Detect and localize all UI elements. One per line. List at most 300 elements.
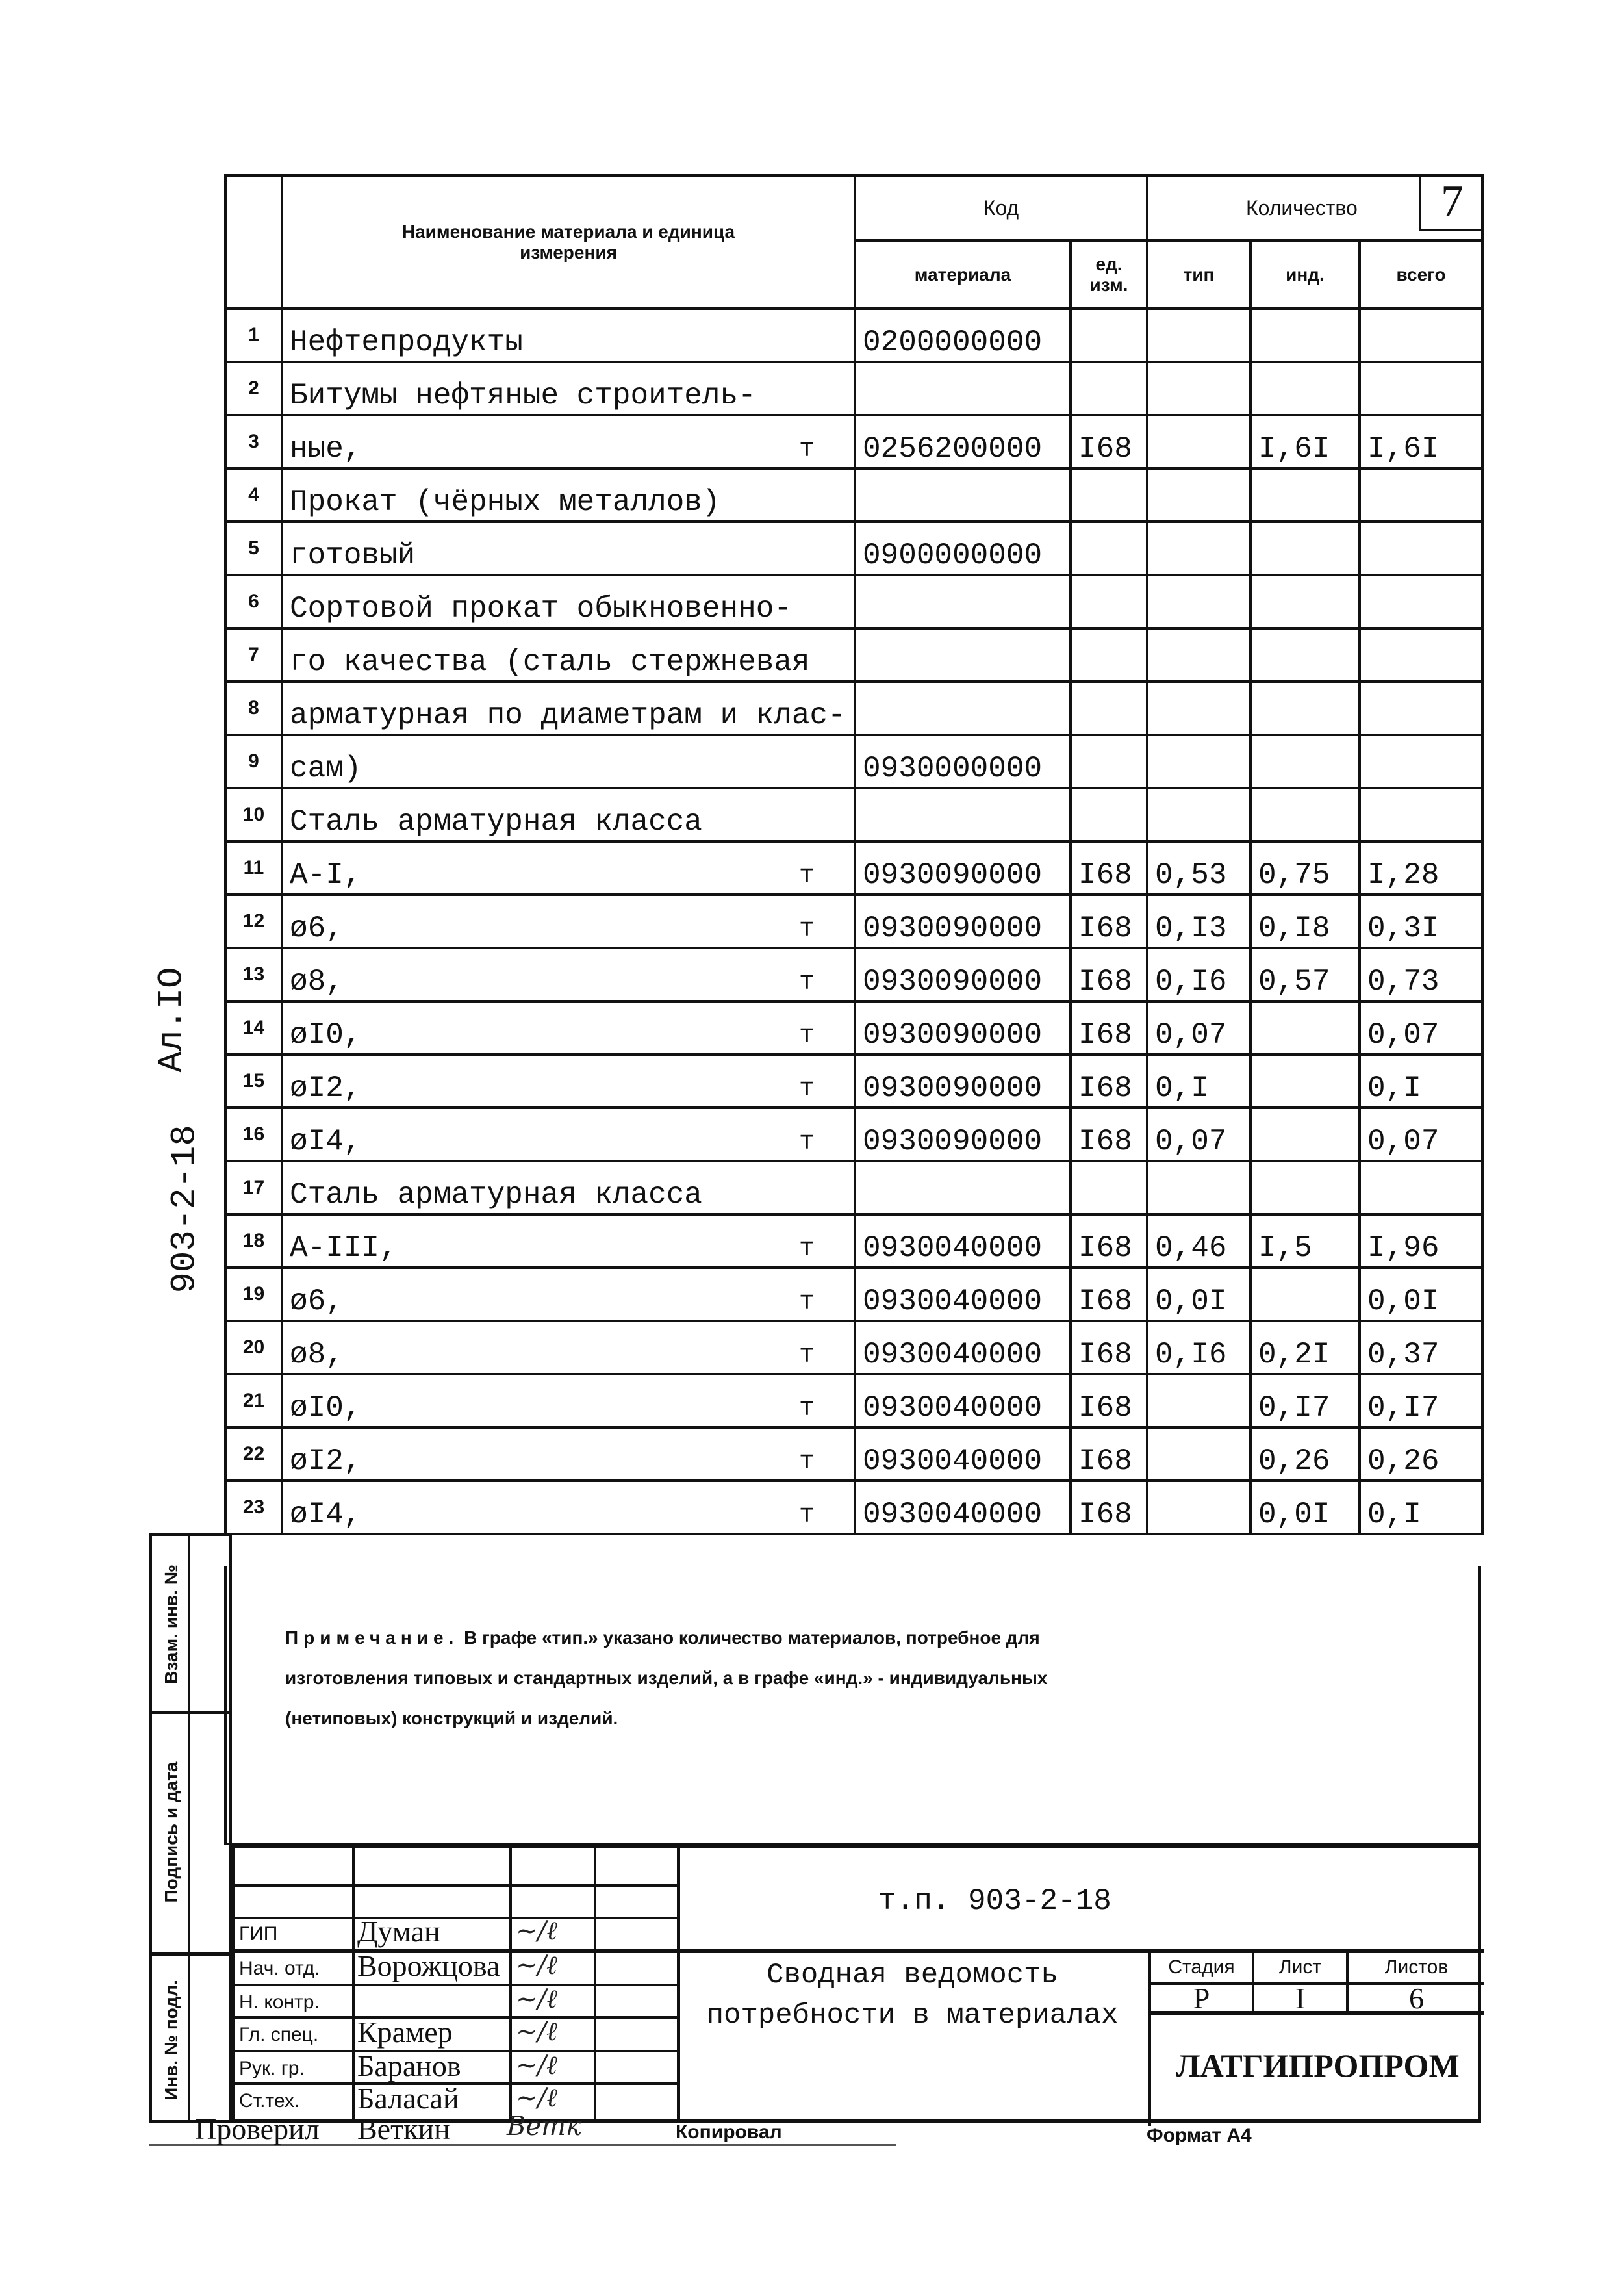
total-qty xyxy=(1360,1427,1482,1481)
total-qty-text: 0,26 xyxy=(1367,1444,1440,1478)
ind-qty xyxy=(1250,522,1360,575)
material-code xyxy=(855,1321,1071,1374)
total-qty xyxy=(1360,1001,1482,1055)
table-row xyxy=(225,682,1482,735)
type-qty xyxy=(1147,735,1250,788)
material-code xyxy=(855,1001,1071,1055)
role-label: Гл. спец. xyxy=(239,2024,319,2045)
table-row xyxy=(225,1374,1482,1427)
material-name-text: øI0, xyxy=(290,1018,362,1052)
material-name xyxy=(282,1108,855,1161)
row-number xyxy=(225,309,282,362)
ind-qty-text: I,5 xyxy=(1258,1231,1312,1265)
unit-code xyxy=(1071,1268,1147,1321)
unit-code-text: I68 xyxy=(1078,1018,1132,1052)
type-qty-text: 0,I xyxy=(1155,1071,1209,1105)
sheets-label: Листов xyxy=(1384,1956,1449,1978)
unit-of-measure: т xyxy=(798,1501,815,1530)
inv-orig-label: Инв. № подл. xyxy=(161,1980,181,2101)
unit-of-measure: т xyxy=(798,862,815,891)
material-code xyxy=(855,415,1071,468)
table-row xyxy=(225,1055,1482,1108)
unit-code xyxy=(1071,309,1147,362)
table-row xyxy=(225,309,1482,362)
ind-qty xyxy=(1250,362,1360,415)
row-number xyxy=(225,1268,282,1321)
type-qty xyxy=(1147,575,1250,628)
total-qty xyxy=(1360,362,1482,415)
material-name xyxy=(282,1268,855,1321)
side-sheet-code: Ал.IO xyxy=(152,967,192,1073)
checked-name: Веткин xyxy=(357,2112,450,2145)
ind-qty-text: 0,0I xyxy=(1258,1498,1330,1531)
left-stamp xyxy=(149,1533,232,2123)
row-number xyxy=(225,1321,282,1374)
material-name-text: ø6, xyxy=(290,912,344,945)
unit-of-measure: т xyxy=(798,1448,815,1477)
organization-name: ЛАТГИПРОПРОМ xyxy=(1176,2047,1460,2084)
material-code xyxy=(855,735,1071,788)
type-qty xyxy=(1147,895,1250,948)
unit-code-text: I68 xyxy=(1078,1444,1132,1478)
row-number-text: 10 xyxy=(242,804,265,825)
type-qty xyxy=(1147,1321,1250,1374)
row-number-text: 8 xyxy=(248,697,259,719)
material-name-text: øI4, xyxy=(290,1125,362,1158)
unit-of-measure: т xyxy=(798,1394,815,1424)
material-name xyxy=(282,1161,855,1214)
material-code xyxy=(855,468,1071,522)
material-code-text: 0930090000 xyxy=(863,965,1043,999)
total-qty-text: 0,07 xyxy=(1367,1018,1440,1052)
material-code xyxy=(855,1214,1071,1268)
material-code-text: 0930040000 xyxy=(863,1285,1043,1318)
material-name-text: го качества (сталь стержневая xyxy=(290,645,810,679)
role-label: Н. контр. xyxy=(239,1991,320,2013)
unit-of-measure: т xyxy=(798,1288,815,1317)
row-number-text: 15 xyxy=(242,1070,265,1092)
row-number-text: 18 xyxy=(242,1230,265,1251)
note-label: Примечание. xyxy=(285,1628,459,1648)
material-name xyxy=(282,1214,855,1268)
note-line-3: (нетиповых) конструкций и изделий. xyxy=(285,1708,618,1728)
row-number-text: 12 xyxy=(242,910,265,932)
type-qty xyxy=(1147,1481,1250,1534)
total-qty xyxy=(1360,841,1482,895)
unit-of-measure: т xyxy=(798,1021,815,1051)
table-row xyxy=(225,1427,1482,1481)
type-qty-text: 0,46 xyxy=(1155,1231,1227,1265)
type-qty xyxy=(1147,1108,1250,1161)
ind-qty-header: инд. xyxy=(1250,240,1360,309)
material-name-text: ø6, xyxy=(290,1285,344,1318)
ind-qty xyxy=(1250,575,1360,628)
ind-qty xyxy=(1250,309,1360,362)
material-code-text: 0930040000 xyxy=(863,1338,1043,1372)
type-qty-text: 0,0I xyxy=(1155,1285,1227,1318)
total-qty-text: 0,I xyxy=(1367,1498,1421,1531)
unit-code xyxy=(1071,628,1147,682)
material-name-text: A-I, xyxy=(290,858,362,892)
row-number xyxy=(225,415,282,468)
total-qty xyxy=(1360,1481,1482,1534)
ind-qty xyxy=(1250,841,1360,895)
row-number-text: 16 xyxy=(242,1123,265,1145)
total-qty-text: I,96 xyxy=(1367,1231,1440,1265)
row-number xyxy=(225,575,282,628)
material-name-text: øI4, xyxy=(290,1498,362,1531)
material-code xyxy=(855,362,1071,415)
signature: ~/ℓ xyxy=(516,1916,557,1946)
unit-code xyxy=(1071,1374,1147,1427)
unit-code xyxy=(1071,1055,1147,1108)
unit-code xyxy=(1071,1108,1147,1161)
material-code xyxy=(855,1481,1071,1534)
row-number-text: 4 xyxy=(248,484,259,505)
person-name: Думан xyxy=(357,1915,440,1948)
material-code xyxy=(855,1055,1071,1108)
material-name-text: ø8, xyxy=(290,965,344,999)
total-qty-text: 0,3I xyxy=(1367,912,1440,945)
material-name-text: ø8, xyxy=(290,1338,344,1372)
total-qty xyxy=(1360,788,1482,841)
type-qty-text: 0,I6 xyxy=(1155,965,1227,999)
table-row xyxy=(225,948,1482,1001)
stage-label: Стадия xyxy=(1168,1956,1235,1978)
person-name: Баласай xyxy=(357,2082,459,2115)
ind-qty-text: 0,26 xyxy=(1258,1444,1330,1478)
table-row xyxy=(225,1214,1482,1268)
unit-code xyxy=(1071,1161,1147,1214)
material-name-text: Нефтепродукты xyxy=(290,326,523,359)
ind-qty xyxy=(1250,1321,1360,1374)
row-number-text: 7 xyxy=(248,644,259,665)
role-label: Рук. гр. xyxy=(239,2058,305,2079)
side-document-code: 903-2-18 xyxy=(165,1125,205,1294)
replace-inv-label: Взам. инв. № xyxy=(161,1565,181,1684)
table-row xyxy=(225,788,1482,841)
signature: ~/ℓ xyxy=(516,1950,557,1980)
signature: ~/ℓ xyxy=(516,1984,557,2014)
total-qty xyxy=(1360,1321,1482,1374)
total-qty-text: I,28 xyxy=(1367,858,1440,892)
type-qty-text: 0,07 xyxy=(1155,1018,1227,1052)
ind-qty xyxy=(1250,1374,1360,1427)
ind-qty xyxy=(1250,735,1360,788)
material-code-text: 0930040000 xyxy=(863,1231,1043,1265)
material-name-text: Сталь арматурная класса xyxy=(290,805,702,839)
table-row xyxy=(225,1321,1482,1374)
material-code xyxy=(855,575,1071,628)
material-name-text: Прокат (чёрных металлов) xyxy=(290,485,720,519)
type-qty xyxy=(1147,1001,1250,1055)
material-code-header: материала xyxy=(855,240,1071,309)
unit-code xyxy=(1071,522,1147,575)
signature: ~/ℓ xyxy=(516,2051,557,2080)
row-number xyxy=(225,948,282,1001)
total-qty xyxy=(1360,1374,1482,1427)
unit-code xyxy=(1071,1321,1147,1374)
person-name: Крамер xyxy=(357,2015,453,2049)
unit-code-text: I68 xyxy=(1078,965,1132,999)
unit-code xyxy=(1071,362,1147,415)
material-name xyxy=(282,1427,855,1481)
total-qty xyxy=(1360,1268,1482,1321)
sheet-label: Лист xyxy=(1278,1956,1322,1978)
unit-code-text: I68 xyxy=(1078,912,1132,945)
material-name xyxy=(282,628,855,682)
material-name xyxy=(282,468,855,522)
name-column-header: Наименование материала и единица измерения xyxy=(282,175,855,309)
row-number-text: 6 xyxy=(248,591,259,612)
material-code-text: 0930090000 xyxy=(863,858,1043,892)
row-number-text: 21 xyxy=(242,1390,265,1411)
type-qty xyxy=(1147,1161,1250,1214)
materials-table xyxy=(224,174,1484,1535)
unit-code xyxy=(1071,468,1147,522)
material-name-text: Сортовой прокат обыкновенно- xyxy=(290,592,792,626)
unit-of-measure: т xyxy=(798,1234,815,1264)
row-number xyxy=(225,1055,282,1108)
note xyxy=(224,1566,1481,1845)
copied-label: Копировал xyxy=(676,2121,782,2143)
type-qty xyxy=(1147,788,1250,841)
material-name xyxy=(282,1055,855,1108)
total-qty xyxy=(1360,948,1482,1001)
format-label: Формат А4 xyxy=(1147,2125,1252,2146)
type-qty-text: 0,I6 xyxy=(1155,1338,1227,1372)
ind-qty xyxy=(1250,468,1360,522)
type-qty xyxy=(1147,362,1250,415)
material-name-text: сам) xyxy=(290,752,362,786)
type-qty xyxy=(1147,522,1250,575)
table-row xyxy=(225,362,1482,415)
material-code xyxy=(855,1374,1071,1427)
total-qty-text: 0,0I xyxy=(1367,1285,1440,1318)
total-qty-text: 0,I7 xyxy=(1367,1391,1440,1425)
material-name xyxy=(282,575,855,628)
material-code-text: 0200000000 xyxy=(863,326,1043,359)
material-code xyxy=(855,1268,1071,1321)
unit-code xyxy=(1071,735,1147,788)
material-code-text: 0930090000 xyxy=(863,912,1043,945)
row-number xyxy=(225,735,282,788)
row-number xyxy=(225,468,282,522)
row-number-text: 2 xyxy=(248,377,259,399)
row-number xyxy=(225,1001,282,1055)
total-qty xyxy=(1360,1214,1482,1268)
row-number-text: 9 xyxy=(248,750,259,772)
material-name-text: ные, xyxy=(290,432,362,466)
total-qty xyxy=(1360,628,1482,682)
ind-qty xyxy=(1250,628,1360,682)
unit-code xyxy=(1071,1427,1147,1481)
type-qty xyxy=(1147,682,1250,735)
total-qty-text: 0,37 xyxy=(1367,1338,1440,1372)
material-code xyxy=(855,522,1071,575)
row-number xyxy=(225,1427,282,1481)
row-number-text: 5 xyxy=(248,537,259,559)
unit-code xyxy=(1071,841,1147,895)
unit-of-measure: т xyxy=(798,968,815,997)
total-qty xyxy=(1360,415,1482,468)
unit-code xyxy=(1071,415,1147,468)
ind-qty-text: 0,57 xyxy=(1258,965,1330,999)
total-qty xyxy=(1360,1108,1482,1161)
ind-qty-text: 0,I7 xyxy=(1258,1391,1330,1425)
type-qty xyxy=(1147,1427,1250,1481)
material-name xyxy=(282,1374,855,1427)
total-qty-text: 0,I xyxy=(1367,1071,1421,1105)
row-number xyxy=(225,1481,282,1534)
total-qty xyxy=(1360,735,1482,788)
unit-code xyxy=(1071,1481,1147,1534)
material-name xyxy=(282,682,855,735)
type-qty xyxy=(1147,1374,1250,1427)
material-name xyxy=(282,1481,855,1534)
ind-qty xyxy=(1250,895,1360,948)
row-number-text: 17 xyxy=(242,1177,265,1198)
material-name xyxy=(282,522,855,575)
ind-qty xyxy=(1250,415,1360,468)
type-qty xyxy=(1147,415,1250,468)
table-row xyxy=(225,1108,1482,1161)
material-code-text: 0930090000 xyxy=(863,1071,1043,1105)
ind-qty xyxy=(1250,948,1360,1001)
unit-code xyxy=(1071,788,1147,841)
row-number-text: 1 xyxy=(248,324,259,346)
material-code xyxy=(855,682,1071,735)
material-name xyxy=(282,841,855,895)
row-number-text: 23 xyxy=(242,1496,265,1518)
type-qty-header: тип xyxy=(1147,240,1250,309)
sheet-value: I xyxy=(1295,1982,1306,2015)
unit-code-text: I68 xyxy=(1078,1125,1132,1158)
material-name xyxy=(282,735,855,788)
type-qty xyxy=(1147,309,1250,362)
unit-code-text: I68 xyxy=(1078,1231,1132,1265)
total-qty xyxy=(1360,522,1482,575)
material-name xyxy=(282,309,855,362)
material-code-text: 0930040000 xyxy=(863,1391,1043,1425)
material-name-text: арматурная по диаметрам и клас- xyxy=(290,698,846,732)
row-number xyxy=(225,788,282,841)
material-name-text: Битумы нефтяные строитель- xyxy=(290,379,756,413)
ind-qty xyxy=(1250,1481,1360,1534)
material-code-text: 0930090000 xyxy=(863,1125,1043,1158)
unit-code-text: I68 xyxy=(1078,1071,1132,1105)
total-qty-text: 0,07 xyxy=(1367,1125,1440,1158)
total-qty xyxy=(1360,309,1482,362)
material-code-text: 0930040000 xyxy=(863,1444,1043,1478)
table-row xyxy=(225,1001,1482,1055)
sign-date-label: Подпись и дата xyxy=(161,1761,181,1903)
unit-header: ед. изм. xyxy=(1071,240,1147,309)
material-name-text: øI2, xyxy=(290,1071,362,1105)
type-qty xyxy=(1147,948,1250,1001)
total-qty-text: 0,73 xyxy=(1367,965,1440,999)
material-code xyxy=(855,895,1071,948)
unit-code xyxy=(1071,895,1147,948)
ind-qty xyxy=(1250,682,1360,735)
row-number-text: 20 xyxy=(242,1336,265,1358)
unit-code-text: I68 xyxy=(1078,1498,1132,1531)
unit-code xyxy=(1071,1214,1147,1268)
row-number-header xyxy=(225,175,282,309)
title-block xyxy=(232,1845,1481,2123)
row-number-text: 22 xyxy=(242,1443,265,1464)
ind-qty xyxy=(1250,1055,1360,1108)
material-code xyxy=(855,841,1071,895)
unit-code-text: I68 xyxy=(1078,858,1132,892)
row-number xyxy=(225,522,282,575)
unit-code xyxy=(1071,1001,1147,1055)
table-row xyxy=(225,735,1482,788)
type-qty xyxy=(1147,468,1250,522)
material-name-text: øI2, xyxy=(290,1444,362,1478)
type-qty xyxy=(1147,841,1250,895)
role-label: Ст.тех. xyxy=(239,2090,300,2112)
ind-qty-text: 0,75 xyxy=(1258,858,1330,892)
table-row xyxy=(225,628,1482,682)
total-qty xyxy=(1360,895,1482,948)
row-number xyxy=(225,841,282,895)
ind-qty xyxy=(1250,1214,1360,1268)
material-name xyxy=(282,1001,855,1055)
table-row xyxy=(225,575,1482,628)
type-qty-text: 0,53 xyxy=(1155,858,1227,892)
table-row xyxy=(225,895,1482,948)
row-number xyxy=(225,362,282,415)
quantity-group-label: Количество xyxy=(1246,196,1358,220)
type-qty xyxy=(1147,628,1250,682)
material-name xyxy=(282,415,855,468)
row-number-text: 13 xyxy=(242,964,265,985)
total-qty-header: всего xyxy=(1360,240,1482,309)
total-qty xyxy=(1360,575,1482,628)
signature: ~/ℓ xyxy=(516,2017,557,2047)
unit-code xyxy=(1071,948,1147,1001)
document-title-line-2: потребности в материалах xyxy=(706,1999,1119,2032)
material-name-text: Сталь арматурная класса xyxy=(290,1178,702,1212)
row-number xyxy=(225,682,282,735)
material-name xyxy=(282,788,855,841)
ind-qty xyxy=(1250,1268,1360,1321)
ind-qty xyxy=(1250,1001,1360,1055)
sheets-value: 6 xyxy=(1409,1982,1424,2015)
unit-of-measure: т xyxy=(798,435,815,465)
material-code xyxy=(855,1108,1071,1161)
material-name-text: готовый xyxy=(290,539,416,572)
row-number xyxy=(225,1374,282,1427)
type-qty xyxy=(1147,1214,1250,1268)
table-row xyxy=(225,841,1482,895)
material-code xyxy=(855,948,1071,1001)
unit-of-measure: т xyxy=(798,1341,815,1370)
table-row xyxy=(225,1481,1482,1534)
row-number xyxy=(225,1161,282,1214)
person-name: Ворожцова xyxy=(357,1949,500,1982)
project-number: т.п. 903-2-18 xyxy=(878,1884,1111,1918)
material-name xyxy=(282,362,855,415)
material-code xyxy=(855,309,1071,362)
checked-signature: Ветк xyxy=(507,2112,581,2142)
ind-qty xyxy=(1250,1108,1360,1161)
code-group-header: Код xyxy=(855,175,1147,240)
material-code-text: 0900000000 xyxy=(863,539,1043,572)
sheet-number: 7 xyxy=(1419,174,1483,231)
material-name xyxy=(282,1321,855,1374)
